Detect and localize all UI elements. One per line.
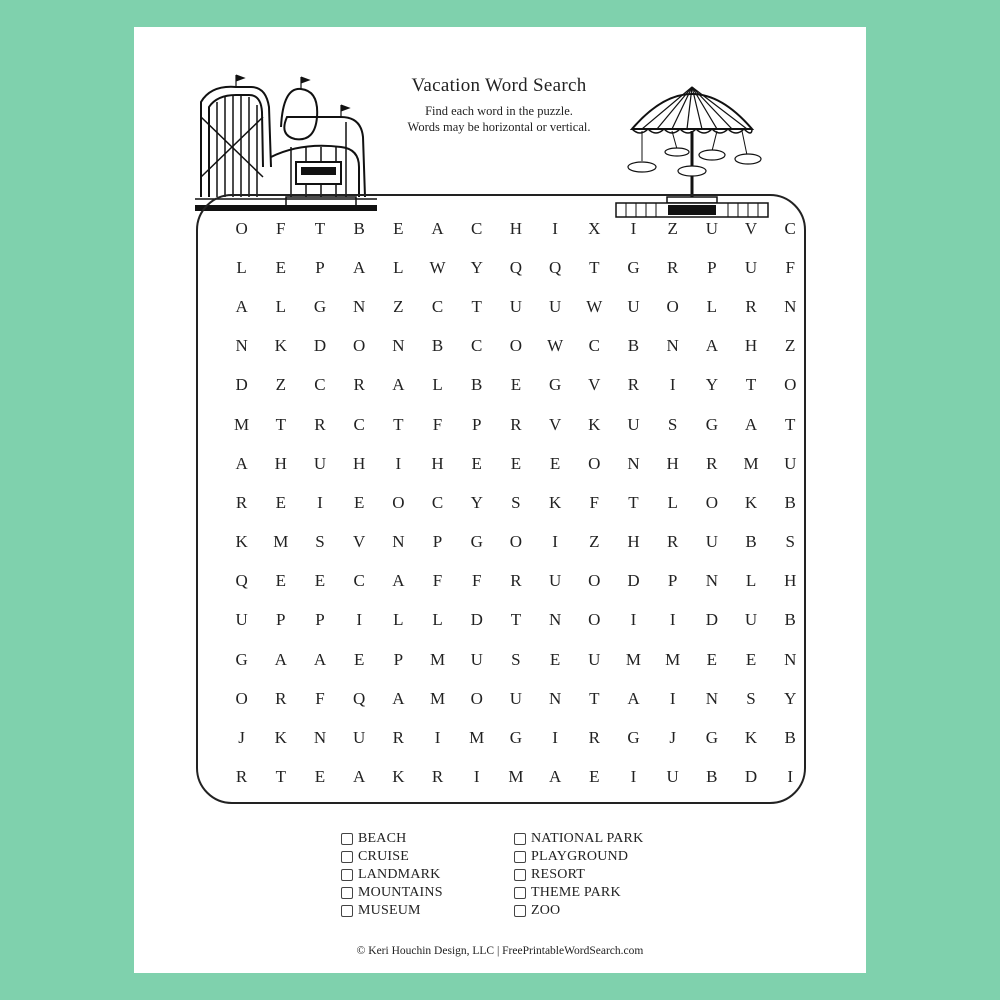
grid-letter[interactable]: M <box>429 649 446 669</box>
grid-letter[interactable]: I <box>473 767 480 787</box>
grid-letter[interactable]: F <box>276 218 286 238</box>
grid-letter[interactable]: B <box>627 336 640 356</box>
word-checkbox[interactable] <box>341 833 353 845</box>
grid-letter[interactable]: P <box>707 257 717 277</box>
grid-letter[interactable]: O <box>588 571 601 591</box>
grid-letter[interactable]: Y <box>470 257 483 277</box>
grid-letter[interactable]: L <box>275 296 286 316</box>
word-list-item <box>514 902 671 920</box>
grid-letter[interactable]: F <box>589 492 600 512</box>
grid-letter[interactable]: E <box>275 257 286 277</box>
grid-letter[interactable]: R <box>588 728 600 748</box>
grid-letter[interactable]: Z <box>275 375 286 395</box>
grid-letter[interactable]: O <box>235 218 248 238</box>
grid-letter[interactable]: P <box>432 532 443 552</box>
word-label: ZOO <box>531 903 561 918</box>
grid-letter[interactable]: K <box>274 728 287 748</box>
grid-letter[interactable]: N <box>392 532 405 552</box>
grid-letter[interactable]: O <box>353 336 366 356</box>
grid-letter[interactable]: R <box>275 688 287 708</box>
grid-letter[interactable]: D <box>235 375 248 395</box>
grid-letter[interactable]: W <box>586 296 603 316</box>
grid-letter[interactable]: T <box>628 492 639 512</box>
grid-letter[interactable]: E <box>549 649 561 669</box>
grid-letter[interactable]: U <box>548 571 562 591</box>
grid-letter[interactable]: I <box>434 728 441 748</box>
grid-letter[interactable]: D <box>470 610 483 630</box>
grid-letter[interactable]: A <box>744 414 758 434</box>
grid-letter[interactable]: B <box>471 375 483 395</box>
grid-letter[interactable]: R <box>392 728 405 748</box>
grid-letter[interactable]: O <box>509 336 523 356</box>
grid-letter[interactable]: G <box>470 532 483 552</box>
grid-letter[interactable]: R <box>353 375 365 395</box>
grid-letter[interactable]: H <box>431 453 444 473</box>
grid-letter[interactable]: N <box>705 688 718 708</box>
grid-letter[interactable]: P <box>315 257 325 277</box>
grid-letter[interactable]: L <box>745 571 757 591</box>
grid-letter[interactable]: K <box>548 492 562 512</box>
grid-letter[interactable]: L <box>393 610 404 630</box>
grid-letter[interactable]: G <box>627 728 640 748</box>
grid-letter[interactable]: E <box>589 767 600 787</box>
grid-letter[interactable]: I <box>669 610 676 630</box>
grid-letter[interactable]: C <box>471 336 483 356</box>
word-list-item <box>514 866 671 884</box>
grid-letter[interactable]: N <box>784 296 797 316</box>
grid-letter[interactable]: C <box>431 492 444 512</box>
grid-letter[interactable]: O <box>235 688 248 708</box>
grid-letter[interactable]: O <box>470 688 483 708</box>
grid-letter[interactable]: E <box>706 649 718 669</box>
grid-letter[interactable]: T <box>589 257 600 277</box>
instructions-line-2: Words may be horizontal or vertical. <box>407 120 591 134</box>
grid-letter[interactable]: F <box>471 571 482 591</box>
puzzle-header <box>384 75 614 135</box>
grid-letter[interactable]: H <box>666 453 679 473</box>
grid-letter[interactable]: C <box>431 296 444 316</box>
grid-letter[interactable]: I <box>317 492 323 512</box>
grid-letter[interactable]: P <box>667 571 678 591</box>
grid-letter[interactable]: L <box>432 375 443 395</box>
grid-letter[interactable]: E <box>549 453 561 473</box>
grid-letter[interactable]: I <box>630 218 637 238</box>
grid-letter[interactable]: Q <box>353 688 366 708</box>
grid-letter[interactable]: T <box>471 296 482 316</box>
grid-letter[interactable]: R <box>745 296 757 316</box>
grid-letter[interactable]: U <box>627 414 640 434</box>
grid-letter[interactable]: I <box>552 532 558 552</box>
grid-letter[interactable]: G <box>705 414 718 434</box>
grid-letter[interactable]: R <box>235 492 248 512</box>
grid-letter[interactable]: F <box>432 414 443 434</box>
grid-letter[interactable]: M <box>429 688 446 708</box>
grid-letter[interactable]: U <box>784 453 797 473</box>
grid-letter[interactable]: H <box>509 218 523 238</box>
grid-letter[interactable]: R <box>666 257 679 277</box>
word-checkbox[interactable] <box>514 887 526 899</box>
grid-letter[interactable]: R <box>314 414 326 434</box>
grid-letter[interactable]: K <box>274 336 287 356</box>
grid-letter[interactable]: J <box>669 728 676 748</box>
grid-letter[interactable]: T <box>314 218 326 238</box>
copyright-footer: © Keri Houchin Design, LLC | FreePrintableWordSearch.com <box>356 945 644 957</box>
grid-letter[interactable]: N <box>392 336 405 356</box>
grid-letter[interactable]: C <box>784 218 796 238</box>
grid-letter[interactable]: Z <box>785 336 796 356</box>
grid-letter[interactable]: K <box>744 728 758 748</box>
grid-letter[interactable]: R <box>510 414 522 434</box>
puzzle-grid-frame <box>196 194 806 804</box>
grid-letter[interactable]: U <box>313 453 327 473</box>
grid-letter[interactable]: E <box>510 453 522 473</box>
grid-letter[interactable]: Z <box>589 532 600 552</box>
grid-letter[interactable]: M <box>625 649 642 669</box>
grid-letter[interactable]: Z <box>393 296 404 316</box>
grid-letter[interactable]: K <box>588 414 601 434</box>
grid-letter[interactable]: U <box>666 767 679 787</box>
grid-letter[interactable]: H <box>353 453 366 473</box>
word-label: MOUNTAINS <box>358 885 443 900</box>
grid-letter[interactable]: U <box>509 688 523 708</box>
grid-letter[interactable]: Y <box>784 688 797 708</box>
grid-letter[interactable]: O <box>705 492 718 512</box>
grid-letter[interactable]: E <box>314 767 326 787</box>
grid-letter[interactable]: C <box>353 571 365 591</box>
word-checkbox[interactable] <box>514 905 526 917</box>
grid-letter[interactable]: U <box>705 532 718 552</box>
grid-letter[interactable]: R <box>627 375 640 395</box>
grid-letter[interactable]: O <box>392 492 405 512</box>
grid-letter[interactable]: A <box>274 649 287 669</box>
word-list-right-column <box>514 830 671 920</box>
grid-letter[interactable]: I <box>630 610 637 630</box>
grid-letter[interactable]: L <box>393 257 404 277</box>
word-list <box>341 830 671 920</box>
grid-letter[interactable]: A <box>235 453 248 473</box>
grid-letter[interactable]: N <box>784 649 797 669</box>
grid-letter[interactable]: S <box>511 492 521 512</box>
grid-letter[interactable]: I <box>552 728 558 748</box>
grid-letter[interactable]: M <box>743 453 759 473</box>
grid-letter[interactable]: O <box>588 610 601 630</box>
grid-letter[interactable]: A <box>392 375 405 395</box>
grid-letter[interactable]: Q <box>548 257 562 277</box>
word-list-item <box>341 866 498 884</box>
grid-letter[interactable]: N <box>313 728 327 748</box>
grid-letter[interactable]: Z <box>667 218 678 238</box>
word-checkbox[interactable] <box>341 887 353 899</box>
grid-letter[interactable]: B <box>784 728 796 748</box>
grid-letter[interactable]: L <box>236 257 247 277</box>
grid-letter[interactable]: C <box>471 218 483 238</box>
grid-letter[interactable]: P <box>393 649 404 669</box>
grid-letter[interactable]: G <box>548 375 562 395</box>
grid-letter[interactable]: I <box>787 767 794 787</box>
word-label: LANDMARK <box>358 867 441 882</box>
grid-letter[interactable]: D <box>627 571 640 591</box>
grid-letter[interactable]: Q <box>509 257 523 277</box>
grid-letter[interactable]: R <box>666 532 679 552</box>
grid-letter[interactable]: U <box>627 296 640 316</box>
word-label: MUSEUM <box>358 903 421 918</box>
grid-letter[interactable]: T <box>275 414 286 434</box>
grid-letter[interactable]: V <box>588 375 601 395</box>
grid-letter[interactable]: R <box>510 571 522 591</box>
word-checkbox[interactable] <box>341 869 353 881</box>
word-checkbox[interactable] <box>341 851 353 863</box>
grid-letter[interactable]: V <box>353 532 366 552</box>
grid-letter[interactable]: M <box>508 767 524 787</box>
grid-letter[interactable]: U <box>353 728 366 748</box>
grid-letter[interactable]: F <box>785 257 795 277</box>
grid-letter[interactable]: R <box>235 767 248 787</box>
grid-letter[interactable]: O <box>509 532 523 552</box>
grid-letter[interactable]: E <box>393 218 404 238</box>
word-list-item <box>341 848 498 866</box>
grid-letter[interactable]: E <box>745 649 757 669</box>
grid-letter[interactable]: M <box>665 649 681 669</box>
grid-letter[interactable]: N <box>548 688 562 708</box>
grid-letter[interactable]: U <box>744 257 758 277</box>
grid-letter[interactable]: L <box>667 492 678 512</box>
word-list-item <box>341 830 498 848</box>
grid-letter[interactable]: V <box>744 218 758 238</box>
grid-letter[interactable]: B <box>431 336 444 356</box>
grid-letter[interactable]: U <box>705 218 718 238</box>
grid-letter[interactable]: B <box>745 532 757 552</box>
grid-letter[interactable]: E <box>314 571 326 591</box>
grid-letter[interactable]: B <box>706 767 718 787</box>
grid-letter[interactable]: A <box>353 767 366 787</box>
word-list-item <box>514 884 671 902</box>
grid-letter[interactable]: M <box>469 728 485 748</box>
word-label: NATIONAL PARK <box>531 831 644 846</box>
grid-letter[interactable]: U <box>235 610 248 630</box>
grid-letter[interactable]: Y <box>470 492 483 512</box>
word-list-left-column <box>341 830 498 920</box>
grid-letter[interactable]: N <box>235 336 248 356</box>
grid-letter[interactable]: O <box>784 375 797 395</box>
grid-letter[interactable]: F <box>315 688 325 708</box>
grid-letter[interactable]: E <box>510 375 522 395</box>
grid-letter[interactable]: P <box>315 610 325 630</box>
roller-coaster-illustration <box>191 47 381 217</box>
grid-letter[interactable]: R <box>706 453 718 473</box>
word-checkbox[interactable] <box>341 905 353 917</box>
grid-letter[interactable]: U <box>744 610 758 630</box>
grid-letter[interactable]: O <box>666 296 679 316</box>
grid-letter[interactable]: K <box>235 532 248 552</box>
grid-letter[interactable]: W <box>547 336 564 356</box>
instructions-line-1: Find each word in the puzzle. <box>425 104 573 118</box>
word-list-item <box>514 830 671 848</box>
grid-letter[interactable]: I <box>395 453 402 473</box>
grid-letter[interactable]: E <box>275 492 286 512</box>
grid-letter[interactable]: U <box>548 296 562 316</box>
letter-grid <box>222 209 810 797</box>
grid-letter[interactable]: S <box>746 688 756 708</box>
grid-letter[interactable]: E <box>275 571 286 591</box>
grid-letter[interactable]: U <box>470 649 483 669</box>
grid-letter[interactable]: T <box>510 610 522 630</box>
grid-letter[interactable]: W <box>429 257 446 277</box>
grid-letter[interactable]: C <box>588 336 600 356</box>
grid-letter[interactable]: A <box>548 767 562 787</box>
word-label: PLAYGROUND <box>531 849 629 864</box>
grid-letter[interactable]: A <box>313 649 327 669</box>
grid-letter[interactable]: J <box>238 728 245 748</box>
grid-letter[interactable]: K <box>392 767 405 787</box>
grid-letter[interactable]: A <box>392 571 405 591</box>
grid-letter[interactable]: A <box>235 296 248 316</box>
grid-letter[interactable]: D <box>705 610 718 630</box>
grid-letter[interactable]: F <box>432 571 443 591</box>
grid-letter[interactable]: T <box>393 414 404 434</box>
grid-letter[interactable]: T <box>745 375 757 395</box>
grid-letter[interactable]: G <box>313 296 327 316</box>
grid-letter[interactable]: T <box>589 688 600 708</box>
grid-letter[interactable]: B <box>353 218 365 238</box>
grid-letter[interactable]: P <box>471 414 482 434</box>
grid-letter[interactable]: G <box>705 728 718 748</box>
grid-letter[interactable]: L <box>706 296 718 316</box>
grid-letter[interactable]: H <box>784 571 797 591</box>
grid-letter[interactable]: B <box>784 492 796 512</box>
grid-letter[interactable]: D <box>313 336 327 356</box>
grid-letter[interactable]: T <box>275 767 286 787</box>
grid-letter[interactable]: M <box>234 414 250 434</box>
grid-letter[interactable]: E <box>471 453 482 473</box>
word-list-item <box>341 902 498 920</box>
grid-letter[interactable]: A <box>431 218 444 238</box>
grid-letter[interactable]: G <box>509 728 523 748</box>
grid-letter[interactable]: K <box>744 492 758 512</box>
grid-letter[interactable]: G <box>235 649 248 669</box>
grid-letter[interactable]: X <box>588 218 601 238</box>
word-list-item <box>341 884 498 902</box>
grid-letter[interactable]: H <box>274 453 287 473</box>
grid-letter[interactable]: I <box>669 375 676 395</box>
grid-letter[interactable]: N <box>666 336 679 356</box>
grid-letter[interactable]: Q <box>235 571 248 591</box>
grid-letter[interactable]: D <box>744 767 758 787</box>
grid-letter[interactable]: P <box>276 610 286 630</box>
grid-letter[interactable]: C <box>314 375 326 395</box>
grid-letter[interactable]: C <box>353 414 365 434</box>
grid-letter[interactable]: A <box>392 688 405 708</box>
grid-letter[interactable]: I <box>356 610 362 630</box>
grid-letter[interactable]: N <box>627 453 640 473</box>
grid-letter[interactable]: E <box>353 649 365 669</box>
grid-letter[interactable]: I <box>669 688 676 708</box>
grid-letter[interactable]: H <box>744 336 758 356</box>
grid-letter[interactable]: S <box>511 649 521 669</box>
word-checkbox[interactable] <box>514 869 526 881</box>
grid-letter[interactable]: A <box>353 257 366 277</box>
grid-letter[interactable]: H <box>627 532 640 552</box>
word-label: CRUISE <box>358 849 409 864</box>
grid-letter[interactable]: V <box>548 414 562 434</box>
grid-letter[interactable]: N <box>548 610 562 630</box>
grid-letter[interactable]: N <box>705 571 718 591</box>
word-list-item <box>514 848 671 866</box>
word-label: BEACH <box>358 831 407 846</box>
grid-letter[interactable]: G <box>627 257 640 277</box>
grid-letter[interactable]: I <box>552 218 558 238</box>
grid-letter[interactable]: Y <box>705 375 718 395</box>
grid-letter[interactable]: M <box>273 532 289 552</box>
grid-letter[interactable]: L <box>432 610 443 630</box>
grid-letter[interactable]: S <box>667 414 678 434</box>
grid-letter[interactable]: R <box>431 767 444 787</box>
grid-letter[interactable]: A <box>627 688 640 708</box>
grid-letter[interactable]: U <box>588 649 601 669</box>
grid-letter[interactable]: U <box>509 296 523 316</box>
word-checkbox[interactable] <box>514 833 526 845</box>
grid-letter[interactable]: A <box>705 336 718 356</box>
word-checkbox[interactable] <box>514 851 526 863</box>
grid-letter[interactable]: I <box>630 767 637 787</box>
grid-letter[interactable]: E <box>353 492 365 512</box>
grid-letter[interactable]: T <box>785 414 796 434</box>
worksheet-page <box>134 27 866 973</box>
page-title: Vacation Word Search <box>411 75 587 96</box>
grid-letter[interactable]: N <box>353 296 366 316</box>
grid-letter[interactable]: O <box>588 453 601 473</box>
word-label: THEME PARK <box>531 885 621 900</box>
grid-letter[interactable]: B <box>784 610 796 630</box>
grid-letter[interactable]: S <box>785 532 795 552</box>
grid-letter[interactable]: S <box>315 532 325 552</box>
word-label: RESORT <box>531 867 586 882</box>
